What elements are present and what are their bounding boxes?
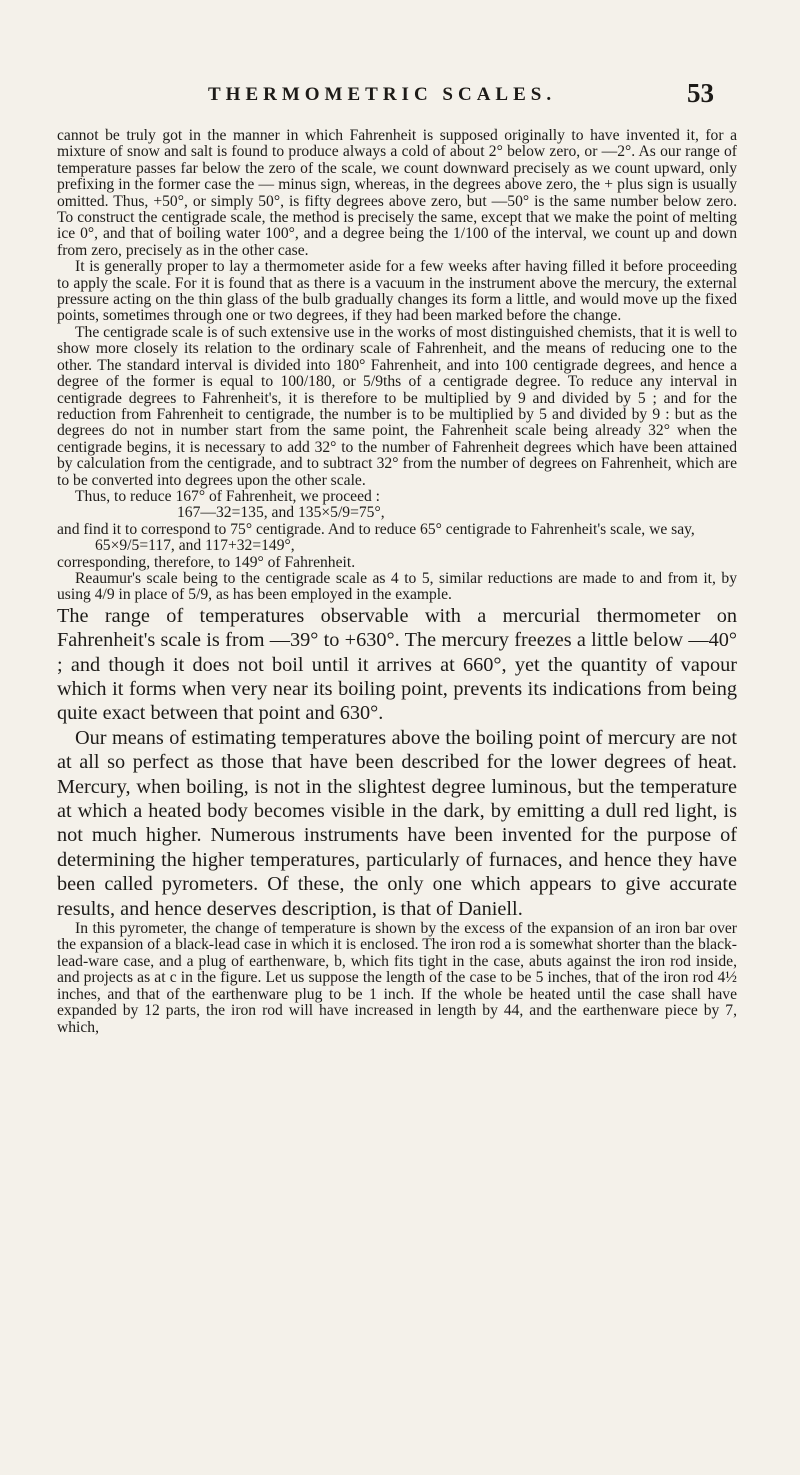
paragraph: The centigrade scale is of such extensive use in the works of most distinguished chemists, that it is well to show more closely its relation to the ordinary scale of Fahrenheit, and the means of reducing one to the other. The standard interval is divided into 180° Fahrenheit, and into 100 centigrade degrees, and hence a degree of the former is equal to 100/180, or 5/9ths of a centigrade degree. To reduce any interval in centigrade degrees to Fahrenheit's, it is therefore to be multiplied by 9 and divided by 5 ; and for the reduction from Fahrenheit to centigrade, the number is to be multiplied by 5 and divided by 9 : but as the degrees do not in number start from the same point, the Fahrenheit scale being already 32° when the centigrade begins, it is necessary to add 32° to the number of Fahrenheit degrees which have been attained by calculation from the centigrade, and to subtract 32° from the number of degrees on Fahrenheit, which are to be converted into degrees upon the other scale. (57, 323, 737, 489)
paragraph: and find it to correspond to 75° centigrade. And to reduce 65° centigrade to Fahrenheit's scale, we say, (57, 520, 695, 538)
page-number: 53 (687, 78, 714, 108)
paragraph: cannot be truly got in the manner in which Fahrenheit is supposed originally to have invented it, for a mixture of snow and salt is found to produce always a cold of about 2° below zero, or —2°. As our range of temperature passes far below the zero of the scale, we count downward precisely as we count upward, only prefixing in the former case the — minus sign, whereas, in the degrees above zero, the + plus sign is usually omitted. Thus, +50°, or simply 50°, is fifty degrees above zero, but —50° is the same number below zero. To construct the centigrade scale, the method is precisely the same, except that we make the point of melting ice 0°, and that of boiling water 100°, and a degree being the 1/100 of the interval, we count up and down from zero, precisely as in the other case. (57, 127, 737, 259)
paragraph: It is generally proper to lay a thermometer aside for a few weeks after having filled it before proceeding to apply the scale. For it is found that as there is a vacuum in the instrument above the mercury, the external pressure acting on the thin glass of the bulb gradually changes its form a little, and would move up the fixed points, sometimes through one or two degrees, if they had been marked before the change. (57, 258, 737, 325)
body-text (57, 128, 737, 1036)
running-header: THERMOMETRIC SCALES. (208, 84, 557, 105)
formula: 65×9/5=117, and 117+32=149°, (95, 537, 295, 555)
formula: 167—32=135, and 135×5/9=75°, (177, 504, 385, 522)
paragraph: Thus, to reduce 167° of Fahrenheit, we proceed : (75, 487, 381, 505)
paragraph: In this pyrometer, the change of temperature is shown by the excess of the expansion of an iron bar over the expansion of a black-lead case in which it is enclosed. The iron rod a is somewhat shorter than the black-lead-ware case, and a plug of earthenware, b, which fits tight in the case, abuts against the iron rod inside, and projects as at c in the figure. Let us suppose the length of the case to be 5 inches, that of the iron rod 4½ inches, and that of the earthenware plug to be 1 inch. If the whole be heated until the case shall have expanded by 12 parts, the iron rod will have increased in length by 44, and the earthenware piece by 7, which, (57, 920, 737, 1036)
paragraph: corresponding, therefore, to 149° of Fahrenheit. (57, 553, 356, 571)
paragraph: Reaumur's scale being to the centigrade scale as 4 to 5, similar reductions are made to and from it, by using 4/9 in place of 5/9, as has been employed in the example. (57, 569, 737, 604)
paragraph: Our means of estimating temperatures above the boiling point of mercury are not at all so perfect as those that have been described for the lower degrees of heat. Mercury, when boiling, is not in the slightest degree luminous, but the temperature at which a heated body becomes visible in the dark, by emitting a dull red light, is not much higher. Numerous instruments have been invented for the purpose of determining the higher temperatures, particularly of furnaces, and hence they have been called pyrometers. Of these, the only one which appears to give accurate results, and hence deserves description, is that of Daniell. (57, 726, 737, 920)
paragraph: The range of temperatures observable with a mercurial thermometer on Fahrenheit's scale is from —39° to +630°. The mercury freezes a little below —40° ; and though it does not boil until it arrives at 660°, yet the quantity of vapour which it forms when very near its boiling point, prevents its indications from being quite exact between that point and 630°. (57, 604, 737, 725)
